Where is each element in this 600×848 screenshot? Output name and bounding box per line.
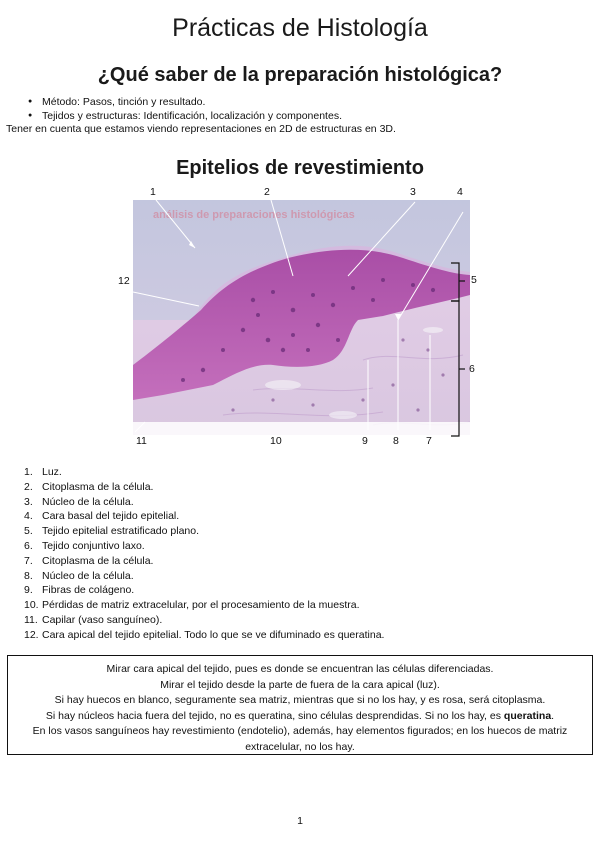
notes-line: Mirar cara apical del tejido, pues es donde se encuentran las células diferenciadas. [106,663,494,675]
callout-3: 3 [410,186,416,198]
callout-4: 4 [457,186,463,198]
page-title: Prácticas de Histología [172,14,428,42]
callout-11: 11 [136,435,147,447]
callout-5: 5 [471,274,477,286]
notes-line: Mirar el tejido desde la parte de fuera de la cara apical (luz). [160,678,440,691]
histology-figure [116,186,486,452]
list-item: 10. Pérdidas de matriz extracelular, por el procesamiento de la muestra. [24,599,360,612]
list-item: 1. Luz. [24,466,62,478]
callout-8: 8 [393,435,399,447]
list-item: 8. Núcleo de la célula. [24,569,134,582]
section-title: Epitelios de revestimiento [176,157,424,179]
micrograph-overlay-text: análisis de preparaciones histológicas [153,209,355,221]
bullet-list [28,95,342,123]
note-text: Tener en cuenta que estamos viendo representaciones en 2D de estructuras en 3D. [6,123,396,135]
notes-box [7,655,593,755]
list-item: 7. Citoplasma de la célula. [24,554,154,567]
callout-12: 12 [118,275,130,287]
list-item: 6. Tejido conjuntivo laxo. [24,539,145,552]
bullet-item: ● Tejidos y estructuras: Identificación, localización y componentes. [28,109,342,123]
callout-2: 2 [264,186,270,198]
callout-10: 10 [270,435,282,447]
callout-1: 1 [150,186,156,198]
list-item: 2. Citoplasma de la célula. [24,480,154,493]
list-item: 4. Cara basal del tejido epitelial. [24,510,180,523]
notes-line: En los vasos sanguíneos hay revestimiento (endotelio), además, hay elementos figurados; en los huecos de matriz extracelular, no los hay. [32,725,568,753]
bullet-item: ● Método: Pasos, tinción y resultado. [28,95,342,109]
list-item: 5. Tejido epitelial estratificado plano. [24,525,200,538]
callout-7: 7 [426,435,432,447]
subtitle: ¿Qué saber de la preparación histológica? [97,64,503,86]
list-item: 9. Fibras de colágeno. [24,584,135,597]
list-item: 12. Cara apical del tejido epitelial. Todo lo que se ve difuminado es queratina. [24,628,385,641]
notes-line: Si hay núcleos hacia fuera del tejido, no es queratina, sino células desprendidas. Si no los hay, es queratina. [45,709,555,722]
list-item: 3. Núcleo de la célula. [24,495,134,508]
keyword-queratina: queratina [503,709,552,722]
numbered-list [24,465,384,643]
page-number: 1 [297,815,303,827]
notes-line: Si hay huecos en blanco, seguramente sea matriz, mientras que si no los hay, y es rosa, será citoplasma. [54,694,546,706]
list-item: 11. Capilar (vaso sanguíneo). [24,613,163,626]
micrograph-image [133,200,470,435]
bracket-5-6 [449,261,469,441]
callout-6: 6 [469,363,475,375]
callout-9: 9 [362,435,368,447]
